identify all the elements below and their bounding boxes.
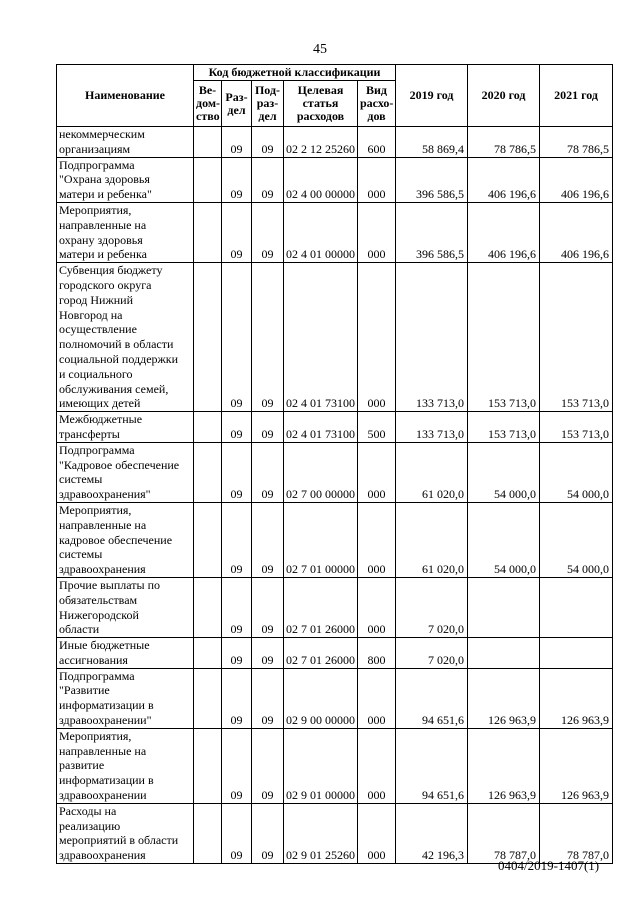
row-2019: 396 586,5 — [396, 202, 468, 262]
row-podrazdel: 09 — [252, 263, 284, 412]
row-podrazdel: 09 — [252, 127, 284, 158]
row-name: Расходы на реализацию мероприятий в области здравоохранения — [57, 803, 194, 863]
row-podrazdel: 09 — [252, 803, 284, 863]
row-2021: 126 963,9 — [540, 728, 613, 803]
row-target: 02 4 00 00000 — [284, 157, 358, 202]
row-2021: 153 713,0 — [540, 412, 613, 443]
table-row — [57, 202, 613, 262]
row-name: Подпрограмма "Охрана здоровья матери и ребенка" — [57, 157, 194, 202]
header-name: Наименование — [57, 65, 194, 127]
row-2021: 78 787,0 — [540, 803, 613, 863]
row-vid: 000 — [358, 442, 396, 502]
row-podrazdel: 09 — [252, 638, 284, 669]
row-2019: 133 713,0 — [396, 263, 468, 412]
row-2019: 133 713,0 — [396, 412, 468, 443]
row-2020: 406 196,6 — [468, 157, 540, 202]
row-name: Мероприятия, направленные на развитие информатизации в здравоохранении — [57, 728, 194, 803]
row-razdel: 09 — [222, 127, 252, 158]
row-razdel: 09 — [222, 157, 252, 202]
row-2020: 54 000,0 — [468, 502, 540, 577]
row-vid: 000 — [358, 577, 396, 637]
row-2020 — [468, 638, 540, 669]
row-vid: 500 — [358, 412, 396, 443]
row-razdel: 09 — [222, 728, 252, 803]
row-ved — [194, 412, 222, 443]
header-razdel: Раз- дел — [222, 81, 252, 127]
row-vid: 000 — [358, 668, 396, 728]
row-2021: 153 713,0 — [540, 263, 613, 412]
table-row — [57, 442, 613, 502]
row-vid: 000 — [358, 263, 396, 412]
row-ved — [194, 728, 222, 803]
row-ved — [194, 127, 222, 158]
row-name: Мероприятия, направленные на кадровое обеспечение системы здравоохранения — [57, 502, 194, 577]
table-row — [57, 728, 613, 803]
row-2020: 126 963,9 — [468, 668, 540, 728]
row-2021: 406 196,6 — [540, 202, 613, 262]
row-2019: 94 651,6 — [396, 728, 468, 803]
row-2020: 153 713,0 — [468, 412, 540, 443]
table-row — [57, 803, 613, 863]
row-podrazdel: 09 — [252, 157, 284, 202]
row-name: некоммерческим организациям — [57, 127, 194, 158]
row-vid: 000 — [358, 157, 396, 202]
row-ved — [194, 668, 222, 728]
header-podrazdel: Под- раз- дел — [252, 81, 284, 127]
row-2021: 406 196,6 — [540, 157, 613, 202]
row-2021: 126 963,9 — [540, 668, 613, 728]
document-code: 0404/2019-1407(1) — [498, 858, 600, 873]
row-target: 02 9 01 25260 — [284, 803, 358, 863]
table-row — [57, 412, 613, 443]
row-2020: 78 786,5 — [468, 127, 540, 158]
budget-table — [56, 64, 613, 864]
row-target: 02 2 12 25260 — [284, 127, 358, 158]
table-row — [57, 638, 613, 669]
row-name: Прочие выплаты по обязательствам Нижегородской области — [57, 577, 194, 637]
table-row — [57, 263, 613, 412]
row-2019: 94 651,6 — [396, 668, 468, 728]
row-name: Подпрограмма "Кадровое обеспечение системы здравоохранения" — [57, 442, 194, 502]
row-ved — [194, 202, 222, 262]
row-2019: 7 020,0 — [396, 577, 468, 637]
row-target: 02 9 00 00000 — [284, 668, 358, 728]
row-ved — [194, 263, 222, 412]
row-target: 02 7 01 26000 — [284, 638, 358, 669]
row-2019: 61 020,0 — [396, 502, 468, 577]
row-target: 02 4 01 00000 — [284, 202, 358, 262]
row-target: 02 4 01 73100 — [284, 412, 358, 443]
row-name: Иные бюджетные ассигнования — [57, 638, 194, 669]
table-row — [57, 157, 613, 202]
row-razdel: 09 — [222, 638, 252, 669]
row-2019: 396 586,5 — [396, 157, 468, 202]
row-2019: 7 020,0 — [396, 638, 468, 669]
row-target: 02 7 01 00000 — [284, 502, 358, 577]
row-ved — [194, 638, 222, 669]
row-2020: 54 000,0 — [468, 442, 540, 502]
row-target: 02 7 00 00000 — [284, 442, 358, 502]
row-podrazdel: 09 — [252, 412, 284, 443]
row-2019: 42 196,3 — [396, 803, 468, 863]
header-target: Целевая статья расходов — [284, 81, 358, 127]
header-vid: Вид расхо- дов — [358, 81, 396, 127]
table-row — [57, 577, 613, 637]
row-2021 — [540, 577, 613, 637]
row-podrazdel: 09 — [252, 668, 284, 728]
row-razdel: 09 — [222, 502, 252, 577]
header-2020: 2020 год — [468, 65, 540, 127]
row-razdel: 09 — [222, 803, 252, 863]
row-ved — [194, 502, 222, 577]
header-2021: 2021 год — [540, 65, 613, 127]
header-ved: Ве- дом- ство — [194, 81, 222, 127]
row-razdel: 09 — [222, 412, 252, 443]
row-razdel: 09 — [222, 577, 252, 637]
row-2021 — [540, 638, 613, 669]
row-vid: 800 — [358, 638, 396, 669]
table-row — [57, 668, 613, 728]
row-2021: 54 000,0 — [540, 442, 613, 502]
row-2020: 78 787,0 — [468, 803, 540, 863]
row-vid: 000 — [358, 803, 396, 863]
row-ved — [194, 157, 222, 202]
row-vid: 000 — [358, 202, 396, 262]
row-2020: 406 196,6 — [468, 202, 540, 262]
header-2019: 2019 год — [396, 65, 468, 127]
row-podrazdel: 09 — [252, 728, 284, 803]
row-target: 02 4 01 73100 — [284, 263, 358, 412]
row-name: Межбюджетные трансферты — [57, 412, 194, 443]
row-target: 02 7 01 26000 — [284, 577, 358, 637]
row-ved — [194, 803, 222, 863]
row-2021: 54 000,0 — [540, 502, 613, 577]
row-podrazdel: 09 — [252, 502, 284, 577]
row-2021: 78 786,5 — [540, 127, 613, 158]
row-name: Мероприятия, направленные на охрану здоровья матери и ребенка — [57, 202, 194, 262]
row-vid: 600 — [358, 127, 396, 158]
row-podrazdel: 09 — [252, 202, 284, 262]
table-row — [57, 502, 613, 577]
header-budget-code: Код бюджетной классификации — [194, 65, 396, 81]
row-podrazdel: 09 — [252, 577, 284, 637]
row-razdel: 09 — [222, 202, 252, 262]
row-name: Субвенция бюджету городского округа город Нижний Новгород на осуществление полномочий в области социальной поддержки и социального обслуживания семей, имеющих детей — [57, 263, 194, 412]
row-ved — [194, 577, 222, 637]
page-number: 45 — [313, 42, 327, 57]
row-podrazdel: 09 — [252, 442, 284, 502]
row-razdel: 09 — [222, 442, 252, 502]
row-vid: 000 — [358, 502, 396, 577]
row-2019: 58 869,4 — [396, 127, 468, 158]
row-2020: 153 713,0 — [468, 263, 540, 412]
row-target: 02 9 01 00000 — [284, 728, 358, 803]
row-razdel: 09 — [222, 263, 252, 412]
row-2019: 61 020,0 — [396, 442, 468, 502]
row-razdel: 09 — [222, 668, 252, 728]
row-ved — [194, 442, 222, 502]
row-2020 — [468, 577, 540, 637]
row-2020: 126 963,9 — [468, 728, 540, 803]
row-name: Подпрограмма "Развитие информатизации в здравоохранении" — [57, 668, 194, 728]
table-row — [57, 127, 613, 158]
row-vid: 000 — [358, 728, 396, 803]
